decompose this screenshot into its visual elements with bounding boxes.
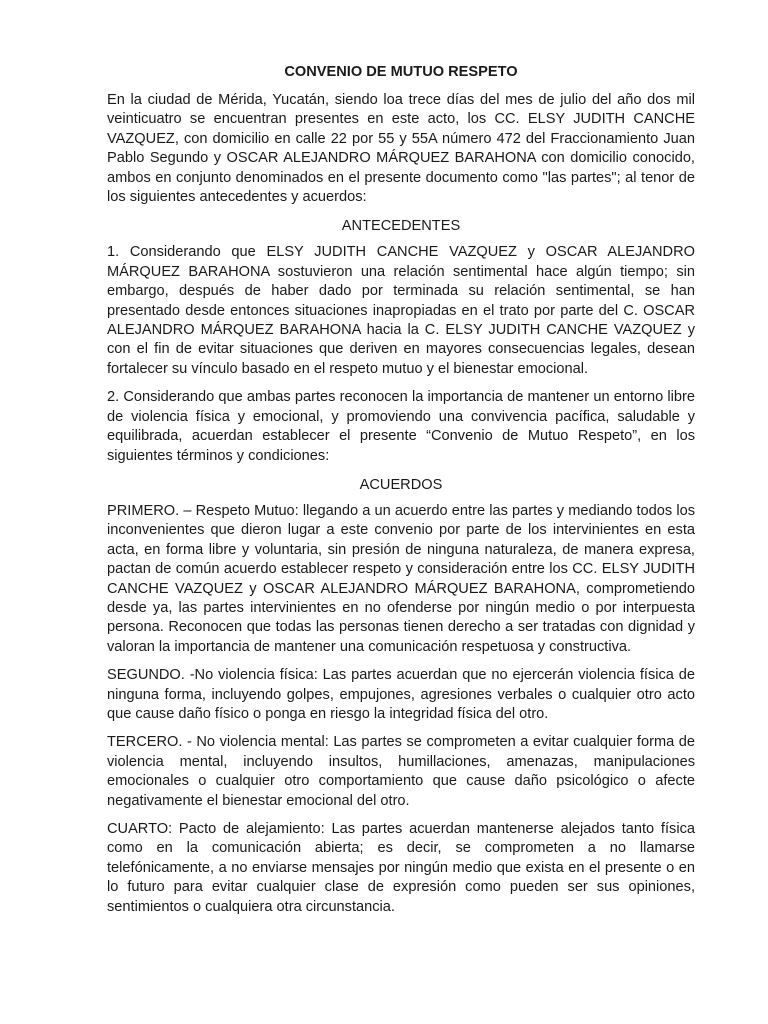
acuerdo-cuarto-paragraph: CUARTO: Pacto de alejamiento: Las partes acuerdan mantenerse alejados tanto física como en la comunicación abierta; es decir, se comprometen a no llamarse telefónicamente, a no enviarse mensajes por ningún medio que exista en el presente o en lo futuro para evitar cualquier clase de expresión como pueden ser sus opiniones, sentimientos o cualquiera otra circunstancia.: [107, 821, 695, 915]
antecedente-paragraph-2: 2. Considerando que ambas partes reconocen la importancia de mantener un entorno libre de violencia física y emocional, y promoviendo una convivencia pacífica, saludable y equilibrada, acuerdan establecer el presente “Convenio de Mutuo Respeto”, en los siguientes términos y condiciones:: [107, 389, 695, 464]
document-title: CONVENIO DE MUTUO RESPETO: [284, 64, 518, 80]
acuerdo-segundo-paragraph: SEGUNDO. -No violencia física: Las partes acuerdan que no ejercerán violencia física de ninguna forma, incluyendo golpes, empujones, agresiones verbales o cualquier otro acto que cause daño físico o ponga en riesgo la integridad física del otro.: [107, 667, 695, 722]
antecedente-paragraph-1: 1. Considerando que ELSY JUDITH CANCHE VAZQUEZ y OSCAR ALEJANDRO MÁRQUEZ BARAHONA sostuvieron una relación sentimental hace algún tiempo; sin embargo, después de haber dado por terminada su relación sentimental, se han presentado desde entonces situaciones inapropiadas en el trato por parte del C. OSCAR ALEJANDRO MÁRQUEZ BARAHONA hacia la C. ELSY JUDITH CANCHE VAZQUEZ y con el fin de evitar situaciones que deriven en mayores consecuencias legales, desean fortalecer su vínculo basado en el respeto mutuo y el bienestar emocional.: [107, 244, 695, 377]
antecedentes-heading: ANTECEDENTES: [341, 218, 461, 235]
intro-paragraph: En la ciudad de Mérida, Yucatán, siendo loa trece días del mes de julio del año dos mil veinticuatro se encuentran presentes en este acto, los CC. ELSY JUDITH CANCHE VAZQUEZ, con domicilio en calle 22 por 55 y 55A número 472 del Fraccionamiento Juan Pablo Segundo y OSCAR ALEJANDRO MÁRQUEZ BARAHONA con domicilio conocido, ambos en conjunto denominados en el presente documento como "las partes"; al tenor de los siguientes antecedentes y acuerdos:: [107, 92, 695, 206]
acuerdo-primero-paragraph: PRIMERO. – Respeto Mutuo: llegando a un acuerdo entre las partes y mediando todos los inconvenientes que dieron lugar a este convenio por parte de los intervinientes en esta acta, en forma libre y voluntaria, sin presión de ninguna naturaleza, de manera expresa, pactan de común acuerdo establecer respeto y consideración entre los CC. ELSY JUDITH CANCHE VAZQUEZ y OSCAR ALEJANDRO MÁRQUEZ BARAHONA, comprometiendo desde ya, las partes intervinientes en no ofenderse por ningún medio o por interpuesta persona. Reconocen que todas las personas tienen derecho a ser tratadas con dignidad y valoran la importancia de mantener una comunicación respetuosa y constructiva.: [107, 502, 695, 655]
acuerdo-tercero-paragraph: TERCERO. - No violencia mental: Las partes se comprometen a evitar cualquier forma de violencia mental, incluyendo insultos, humillaciones, amenazas, manipulaciones emocionales o cualquier otro comportamiento que cause daño psicológico o afecte negativamente el bienestar emocional del otro.: [107, 734, 695, 809]
acuerdos-heading: ACUERDOS: [359, 476, 443, 493]
